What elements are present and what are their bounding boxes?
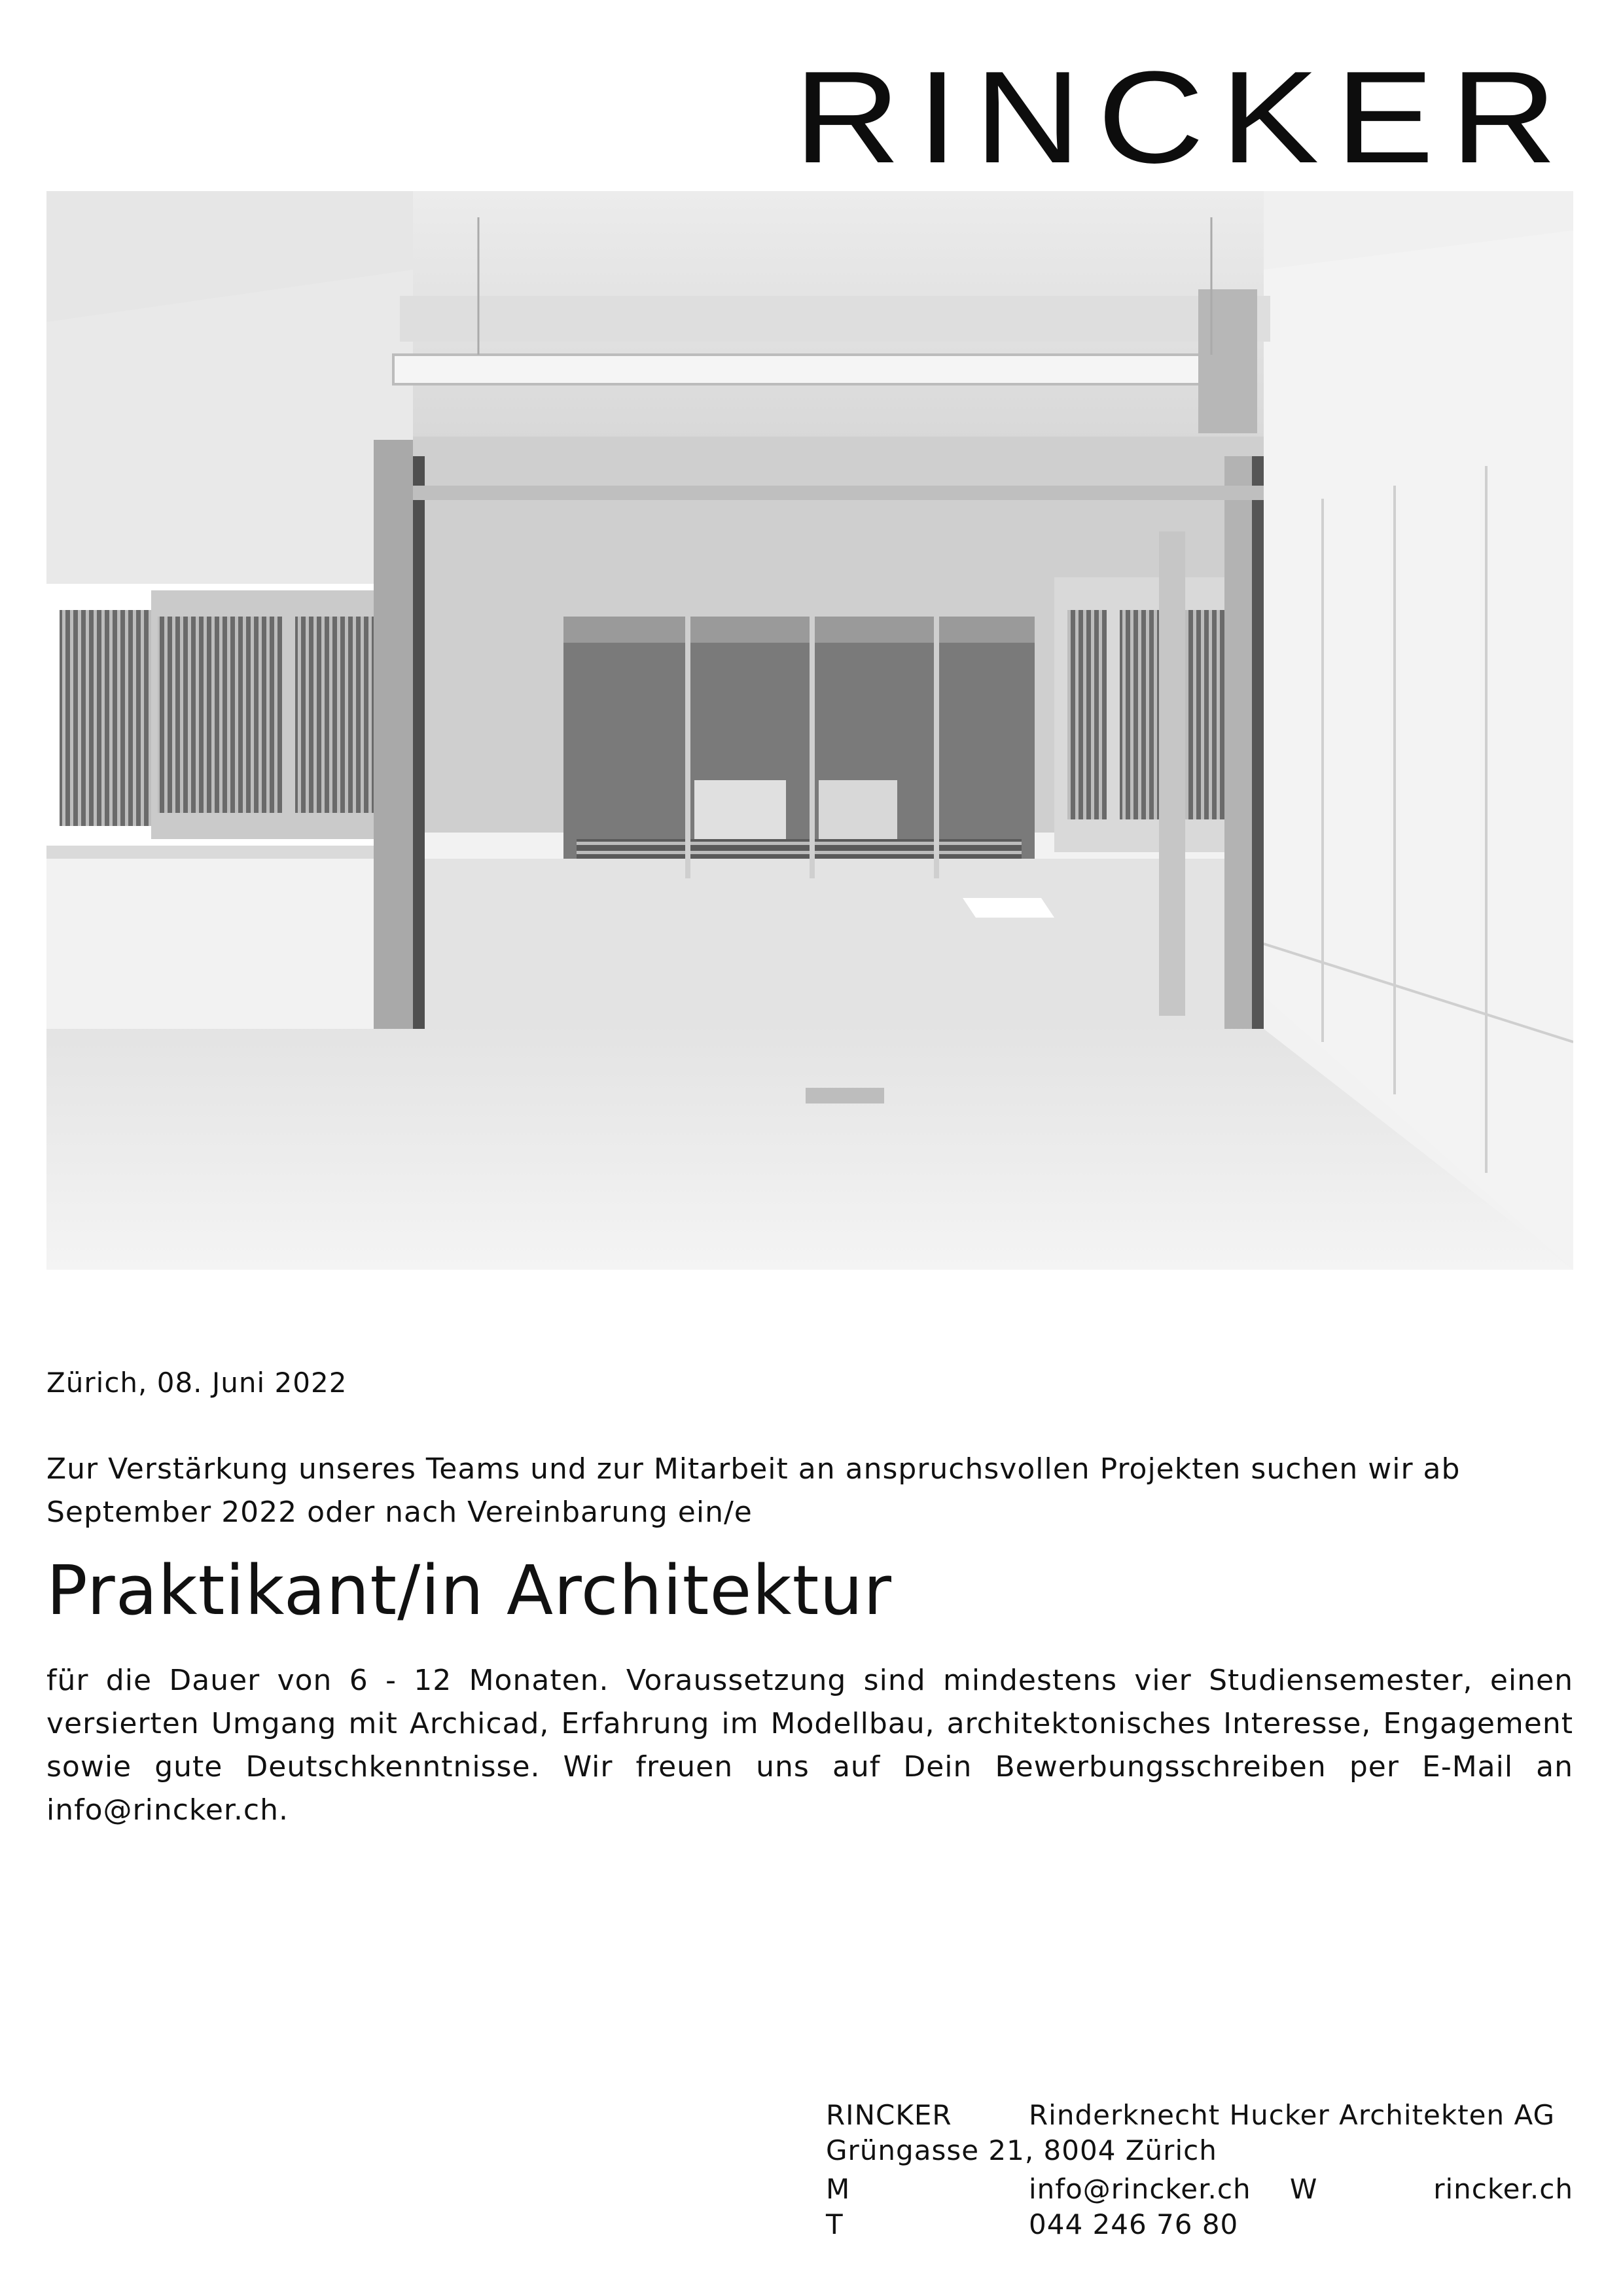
footer-company (826, 2099, 1573, 2170)
footer-address: Grüngasse 21, 8004 Zürich (826, 2134, 1217, 2166)
email-link[interactable]: info@rincker.ch (1029, 2173, 1251, 2205)
web-label: W (1289, 2173, 1318, 2205)
job-title: Praktikant/in Architektur (46, 1551, 893, 1630)
architecture-interior-photo (46, 191, 1573, 1270)
footer-contact (826, 2173, 1573, 2244)
website-link[interactable]: rincker.ch (1433, 2173, 1573, 2205)
intro-paragraph: Zur Verstärkung unseres Teams und zur Mitarbeit an anspruchsvollen Projekten suchen wir ab September 2022 oder nach Vereinbarung ein/e (46, 1452, 1461, 1529)
job-description: für die Dauer von 6 - 12 Monaten. Voraussetzung sind mindestens vier Studiensemester, einen versierten Umgang mit Archicad, Erfahrung im Modellbau, architektonisches Interesse, Engagement sowie gute Deutschkenntnisse. Wir freuen uns auf Dein Bewerbungsschreiben per E-Mail an info@rincker.ch. (46, 1664, 1573, 1827)
mail-label: M (826, 2173, 851, 2205)
company-logo: RINCKER (793, 45, 1573, 190)
footer-company-name: Rinderknecht Hucker Architekten AG (1029, 2099, 1556, 2131)
phone-label: T (826, 2208, 844, 2240)
phone-number[interactable]: 044 246 76 80 (1029, 2208, 1239, 2240)
letter-date: Zürich, 08. Juni 2022 (46, 1367, 348, 1399)
interior-render-icon (46, 191, 1573, 1270)
footer-short-name: RINCKER (826, 2099, 952, 2131)
